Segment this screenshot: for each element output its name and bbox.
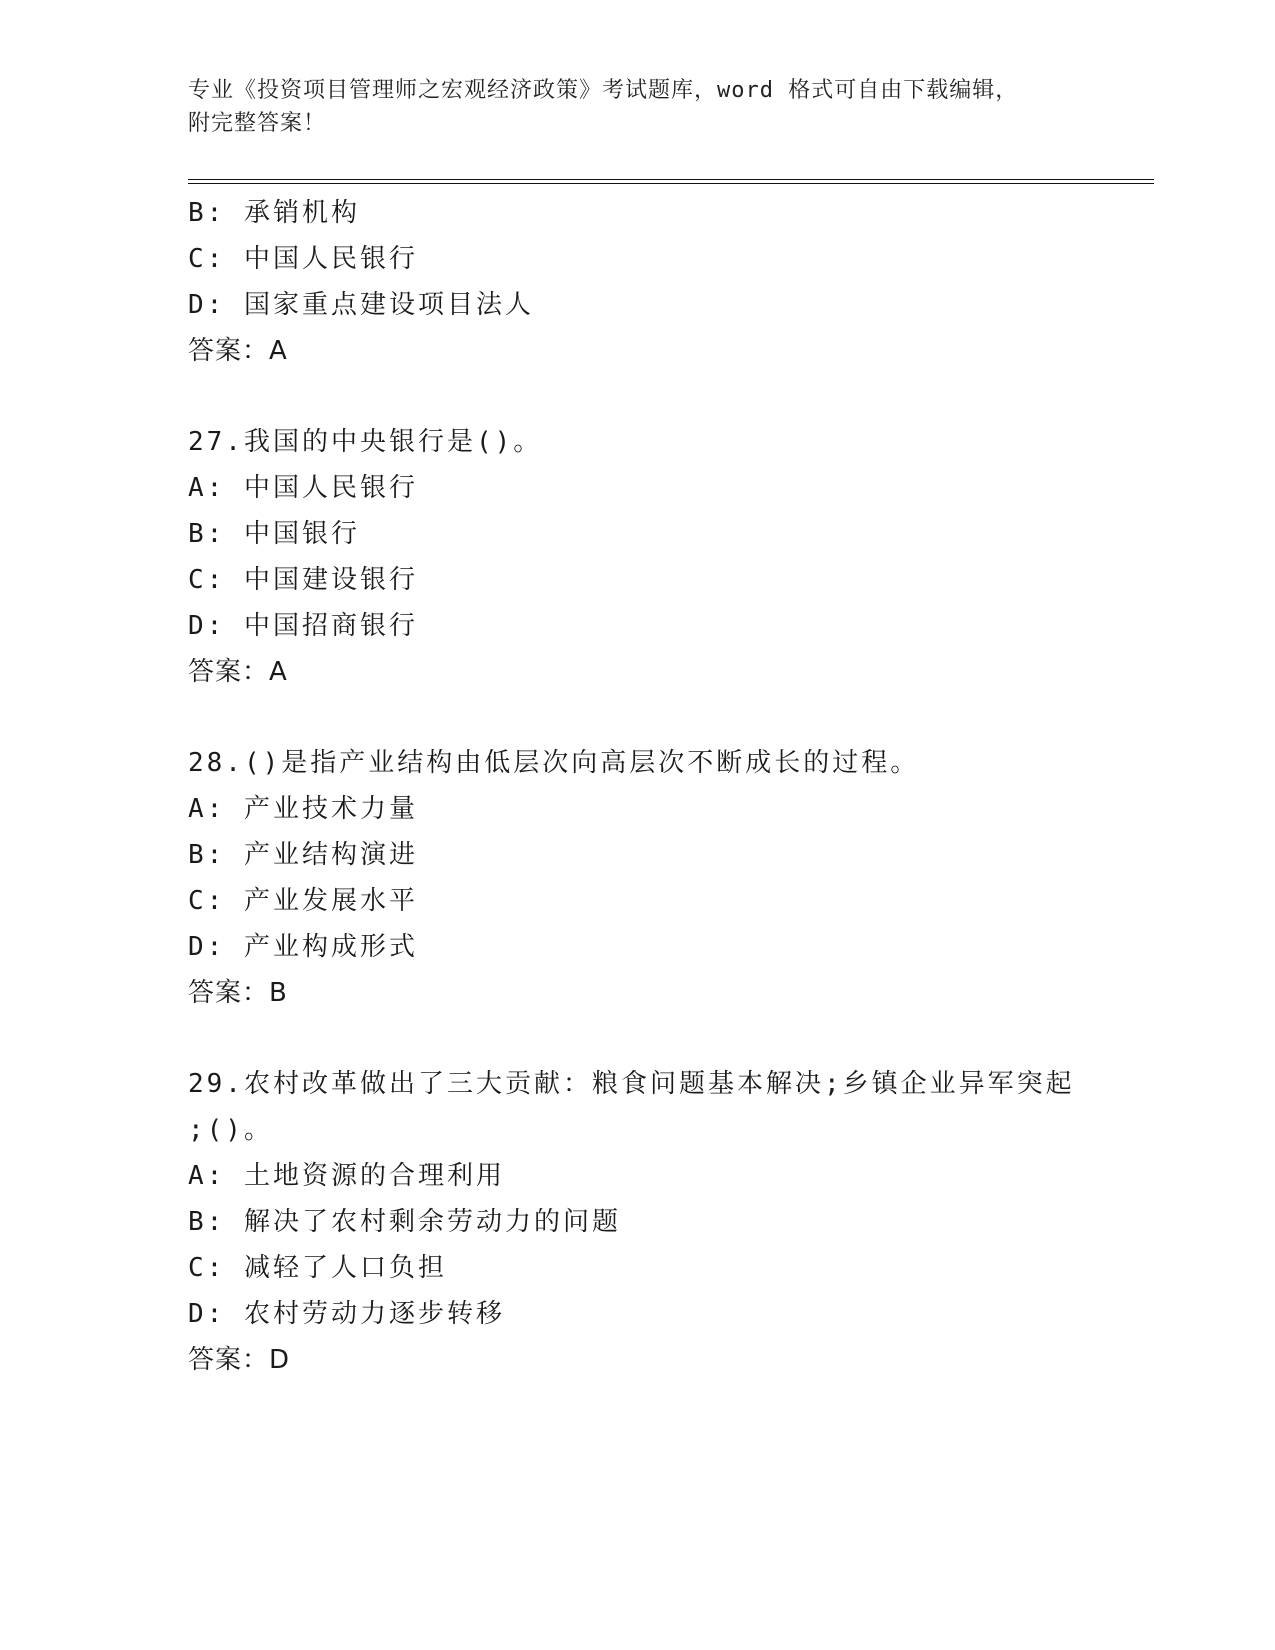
question-stem: 27.我国的中央银行是()。 [188,427,543,457]
answer-line: 答案：A [188,657,288,687]
question-list [188,190,1148,1383]
option-c: C: 中国建设银行 [188,565,418,595]
answer-line: 答案：D [188,1345,291,1375]
header-divider-top [188,179,1154,180]
question-26-continued [188,190,1148,374]
question-stem-line-1: 29.农村改革做出了三大贡献：粮食问题基本解决;乡镇企业异军突起 [188,1069,1075,1099]
option-a: A: 中国人民银行 [188,473,418,503]
option-d: D: 中国招商银行 [188,611,418,641]
option-c: C: 产业发展水平 [188,886,418,916]
question-stem: 28.()是指产业结构由低层次向高层次不断成长的过程。 [188,748,920,778]
option-c: C: 中国人民银行 [188,244,418,274]
option-b: B: 中国银行 [188,519,360,549]
document-header [188,74,1088,140]
option-d: D: 产业构成形式 [188,932,418,962]
answer-line: 答案：B [188,978,288,1008]
option-a: A: 土地资源的合理利用 [188,1161,505,1191]
header-line-1: 专业《投资项目管理师之宏观经济政策》考试题库，word 格式可自由下载编辑， [188,78,1019,103]
question-28 [188,740,1148,1016]
answer-line: 答案：A [188,336,288,366]
header-line-2: 附完整答案！ [188,111,327,136]
option-d: D: 农村劳动力逐步转移 [188,1299,505,1329]
option-c: C: 减轻了人口负担 [188,1253,447,1283]
header-divider-bottom [188,183,1154,184]
option-b: B: 产业结构演进 [188,840,418,870]
question-27 [188,419,1148,695]
question-29 [188,1061,1148,1383]
option-b: B: 承销机构 [188,198,360,228]
option-d: D: 国家重点建设项目法人 [188,290,534,320]
option-a: A: 产业技术力量 [188,794,418,824]
question-stem-line-2: ;()。 [188,1115,273,1145]
option-b: B: 解决了农村剩余劳动力的问题 [188,1207,621,1237]
